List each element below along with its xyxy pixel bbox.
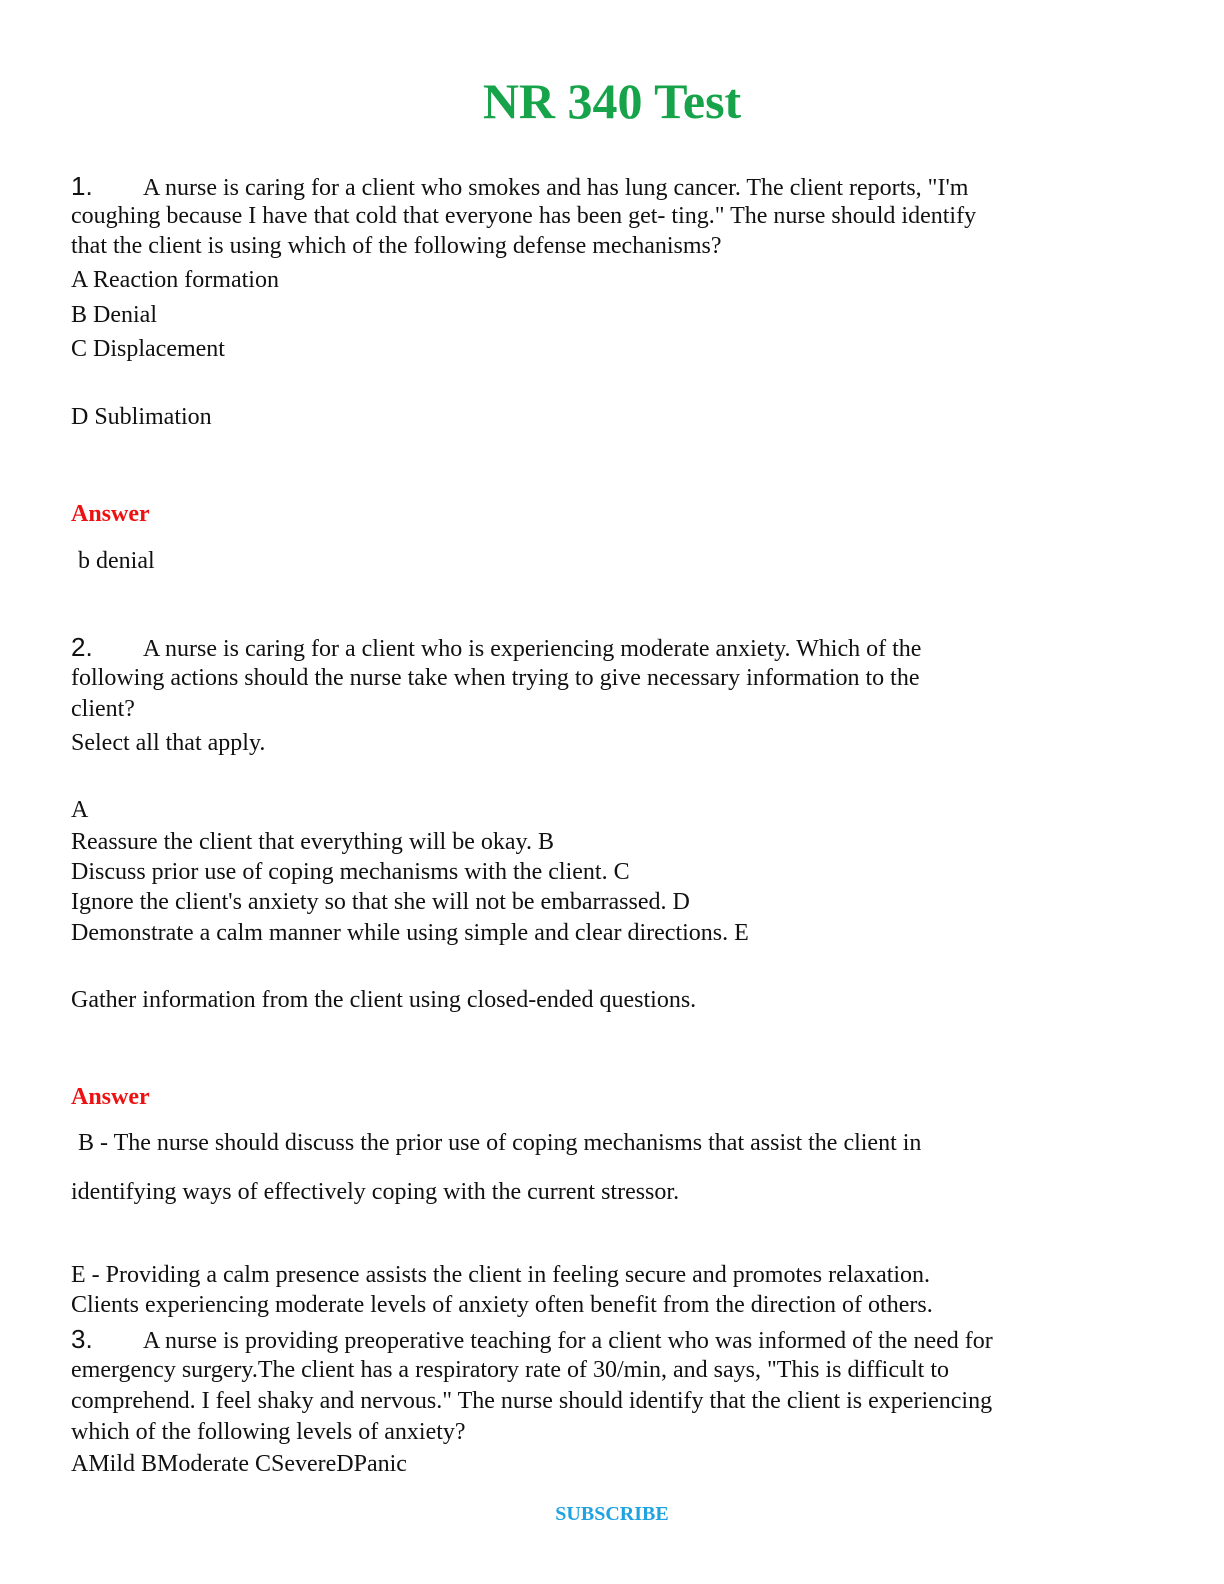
question-2-number: 2.	[71, 632, 93, 662]
question-3-line-3: comprehend. I feel shaky and nervous." The nurse should identify that the client is experiencing	[71, 1388, 993, 1414]
question-2-option-line-5: Demonstrate a calm manner while using simple and clear directions. E	[71, 920, 749, 946]
question-2-option-line-4: Ignore the client's anxiety so that she will not be embarrassed. D	[71, 889, 690, 915]
question-1-line-1	[71, 171, 968, 203]
question-1-option-d: D Sublimation	[71, 404, 212, 430]
question-2-answer-line-1: B - The nurse should discuss the prior use of coping mechanisms that assist the client in	[78, 1130, 922, 1156]
question-2-option-line-6: Gather information from the client using closed-ended questions.	[71, 987, 697, 1013]
question-2-option-line-1: A	[71, 797, 89, 823]
question-1-option-c: C Displacement	[71, 336, 225, 362]
question-1-option-b: B Denial	[71, 302, 157, 328]
question-3-number: 3.	[71, 1324, 93, 1354]
question-1-option-a: A Reaction formation	[71, 267, 279, 293]
question-3-line-2: emergency surgery.The client has a respiratory rate of 30/min, and says, "This is difficult to	[71, 1357, 950, 1383]
question-1-text: A nurse is caring for a client who smokes and has lung cancer. The client reports, "I'm	[143, 175, 969, 201]
question-2-line-4: Select all that apply.	[71, 730, 266, 756]
subscribe-link[interactable]: SUBSCRIBE	[555, 1503, 669, 1525]
question-2-option-line-3: Discuss prior use of coping mechanisms with the client. C	[71, 859, 630, 885]
question-3-line-4: which of the following levels of anxiety?	[71, 1419, 466, 1445]
question-2-answer-line-4: Clients experiencing moderate levels of anxiety often benefit from the direction of others.	[71, 1292, 933, 1318]
question-1-number: 1.	[71, 171, 93, 201]
question-2-line-3: client?	[71, 696, 135, 722]
question-2-text: A nurse is caring for a client who is experiencing moderate anxiety. Which of the	[143, 636, 922, 662]
question-1-answer-label: Answer	[71, 501, 150, 527]
question-3-text: A nurse is providing preoperative teaching for a client who was informed of the need for	[143, 1328, 993, 1354]
question-3-options: AMild BModerate CSevereDPanic	[71, 1451, 407, 1477]
page-title: NR 340 Test	[482, 73, 742, 129]
question-2-line-2: following actions should the nurse take when trying to give necessary information to the	[71, 665, 920, 691]
question-1-answer: b denial	[78, 548, 155, 574]
question-3-line-1	[71, 1324, 993, 1356]
question-2-answer-line-3: E - Providing a calm presence assists the client in feeling secure and promotes relaxation.	[71, 1262, 931, 1288]
question-1-line-3: that the client is using which of the following defense mechanisms?	[71, 233, 722, 259]
question-1-line-2: coughing because I have that cold that everyone has been get- ting." The nurse should identify	[71, 203, 977, 229]
question-2-line-1	[71, 632, 921, 664]
question-2-option-line-2: Reassure the client that everything will be okay. B	[71, 829, 554, 855]
question-2-answer-line-2: identifying ways of effectively coping with the current stressor.	[71, 1179, 680, 1205]
question-2-answer-label: Answer	[71, 1084, 150, 1110]
